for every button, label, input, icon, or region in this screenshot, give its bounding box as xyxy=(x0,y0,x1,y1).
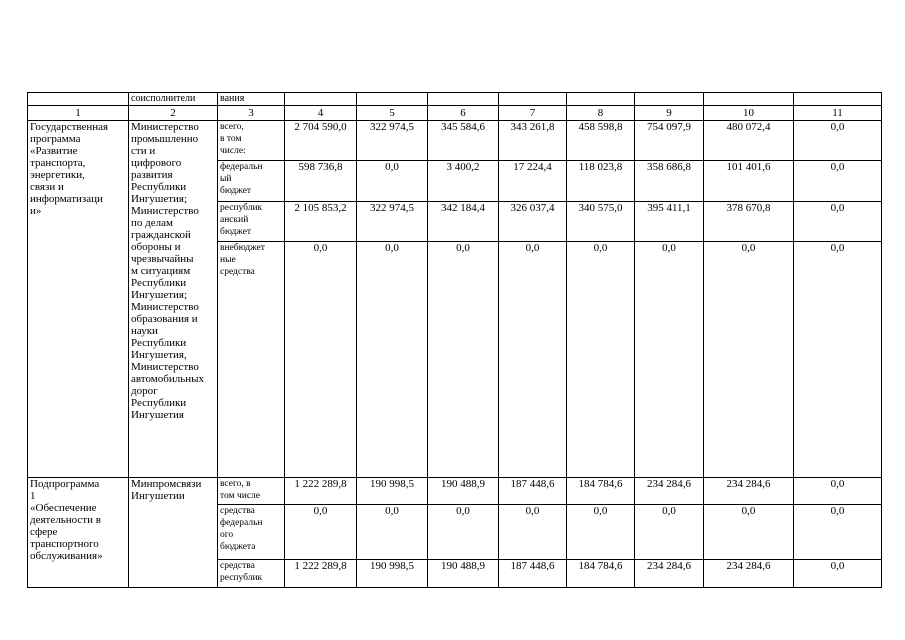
value-cell: 190 998,5 xyxy=(357,560,428,588)
value-cell: 2 704 590,0 xyxy=(285,121,357,161)
value-cell: 343 261,8 xyxy=(499,121,567,161)
value-cell: 0,0 xyxy=(704,242,794,478)
funding-source: всего, в том числе: xyxy=(218,121,285,161)
value-cell: 0,0 xyxy=(499,242,567,478)
column-number: 2 xyxy=(129,106,218,121)
value-cell: 234 284,6 xyxy=(635,478,704,505)
value-cell: 0,0 xyxy=(567,242,635,478)
value-cell: 458 598,8 xyxy=(567,121,635,161)
budget-table xyxy=(27,92,882,588)
value-cell: 3 400,2 xyxy=(428,161,499,202)
value-cell: 0,0 xyxy=(357,161,428,202)
value-cell: 101 401,6 xyxy=(704,161,794,202)
column-number: 6 xyxy=(428,106,499,121)
value-cell: 0,0 xyxy=(285,242,357,478)
value-cell: 187 448,6 xyxy=(499,560,567,588)
value-cell: 754 097,9 xyxy=(635,121,704,161)
value-cell: 0,0 xyxy=(704,505,794,560)
value-cell: 0,0 xyxy=(357,505,428,560)
value-cell: 118 023,8 xyxy=(567,161,635,202)
funding-source: республик анский бюджет xyxy=(218,202,285,242)
value-cell: 2 105 853,2 xyxy=(285,202,357,242)
subprogram-executors: Минпромсвязи Ингушетии xyxy=(129,478,218,588)
value-cell: 0,0 xyxy=(794,242,882,478)
value-cell: 234 284,6 xyxy=(635,560,704,588)
value-cell: 0,0 xyxy=(794,505,882,560)
column-number: 4 xyxy=(285,106,357,121)
column-number: 9 xyxy=(635,106,704,121)
funding-source: федеральн ый бюджет xyxy=(218,161,285,202)
column-number: 11 xyxy=(794,106,882,121)
column-number: 8 xyxy=(567,106,635,121)
column-number: 10 xyxy=(704,106,794,121)
column-number-row xyxy=(28,106,882,121)
funding-source: внебюджет ные средства xyxy=(218,242,285,478)
value-cell: 0,0 xyxy=(285,505,357,560)
funding-source: средства федеральн ого бюджета xyxy=(218,505,285,560)
value-cell: 0,0 xyxy=(794,161,882,202)
value-cell: 342 184,4 xyxy=(428,202,499,242)
value-cell: 0,0 xyxy=(428,242,499,478)
table-row xyxy=(28,478,882,505)
header-cell-2: соисполнители xyxy=(129,93,218,106)
value-cell: 378 670,8 xyxy=(704,202,794,242)
value-cell: 1 222 289,8 xyxy=(285,560,357,588)
header-cell-3: вания xyxy=(218,93,285,106)
column-number: 1 xyxy=(28,106,129,121)
value-cell: 358 686,8 xyxy=(635,161,704,202)
value-cell: 0,0 xyxy=(635,505,704,560)
column-number: 5 xyxy=(357,106,428,121)
value-cell: 345 584,6 xyxy=(428,121,499,161)
value-cell: 190 998,5 xyxy=(357,478,428,505)
value-cell: 322 974,5 xyxy=(357,121,428,161)
value-cell: 0,0 xyxy=(794,478,882,505)
funding-source: средства республик xyxy=(218,560,285,588)
value-cell: 184 784,6 xyxy=(567,478,635,505)
header-cell-1 xyxy=(28,93,129,106)
value-cell: 395 411,1 xyxy=(635,202,704,242)
value-cell: 234 284,6 xyxy=(704,560,794,588)
value-cell: 0,0 xyxy=(567,505,635,560)
value-cell: 0,0 xyxy=(428,505,499,560)
value-cell: 0,0 xyxy=(794,560,882,588)
column-number: 7 xyxy=(499,106,567,121)
subprogram-name: Подпрограмма 1 «Обеспечение деятельности в сфере транспортного обслуживания» xyxy=(28,478,129,588)
value-cell: 190 488,9 xyxy=(428,560,499,588)
header-row xyxy=(28,93,882,106)
value-cell: 0,0 xyxy=(499,505,567,560)
value-cell: 0,0 xyxy=(794,202,882,242)
program-name: Государственная программа «Развитие транспорта, энергетики, связи и информатизаци и» xyxy=(28,121,129,478)
value-cell: 326 037,4 xyxy=(499,202,567,242)
column-number: 3 xyxy=(218,106,285,121)
value-cell: 1 222 289,8 xyxy=(285,478,357,505)
value-cell: 322 974,5 xyxy=(357,202,428,242)
value-cell: 187 448,6 xyxy=(499,478,567,505)
funding-source: всего, в том числе xyxy=(218,478,285,505)
value-cell: 0,0 xyxy=(635,242,704,478)
value-cell: 190 488,9 xyxy=(428,478,499,505)
value-cell: 17 224,4 xyxy=(499,161,567,202)
value-cell: 234 284,6 xyxy=(704,478,794,505)
value-cell: 184 784,6 xyxy=(567,560,635,588)
table-row xyxy=(28,121,882,161)
value-cell: 598 736,8 xyxy=(285,161,357,202)
value-cell: 340 575,0 xyxy=(567,202,635,242)
value-cell: 0,0 xyxy=(794,121,882,161)
program-executors: Министерство промышленно сти и цифрового развития Республики Ингушетия; Министерство по делам гражданской обороны и чрезвычайны м ситуациям Республики Ингушетия; Министерство образования и науки Республики Ингушетия, Министерство автомобильных дорог Республики Ингушетия xyxy=(129,121,218,478)
value-cell: 480 072,4 xyxy=(704,121,794,161)
value-cell: 0,0 xyxy=(357,242,428,478)
